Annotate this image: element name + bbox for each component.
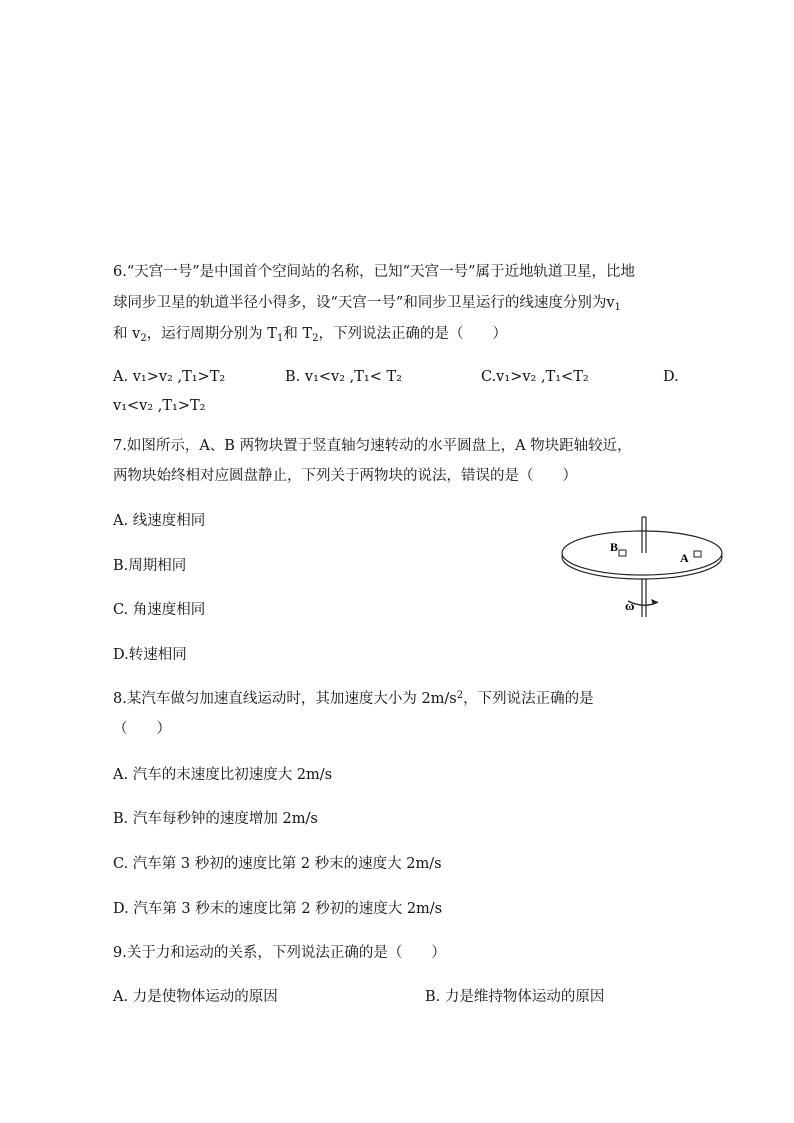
q9-stem-line1: 9.关于力和运动的关系，下列说法正确的是（ ） <box>113 945 446 961</box>
q6-stem-line3 <box>113 324 507 344</box>
q8-option-d: D. 汽车第 3 秒末的速度比第 2 秒初的速度大 2m/s <box>113 901 443 917</box>
q8-stem-line1-a: 8.某汽车做匀加速直线运动时，其加速度大小为 2m/s <box>113 691 457 707</box>
q6-option-a: A. v₁>v₂ ,T₁>T₂ <box>113 369 226 385</box>
q6-stem-line3-a-sub: 2 <box>140 333 147 344</box>
label-a: A <box>680 551 689 565</box>
q8-option-b: B. 汽车每秒钟的速度增加 2m/s <box>113 811 318 827</box>
q9-option-a: A. 力是使物体运动的原因 <box>113 989 278 1005</box>
q6-stem-line3-c: 和 T <box>283 326 313 342</box>
label-omega: ω <box>625 598 635 613</box>
q6-stem-line2-text: 球同步卫星的轨道半径小得多，设“天宫一号”和同步卫星运行的线速度分别为 <box>113 295 607 311</box>
q6-stem-line2 <box>113 293 621 313</box>
q8-stem-line1 <box>113 689 594 709</box>
q8-stem-line1-sup: 2 <box>456 690 464 701</box>
q6-var-v1: v <box>606 295 615 311</box>
q6-option-c: C.v₁>v₂ ,T₁<T₂ <box>481 369 589 385</box>
q6-option-d-text: v₁<v₂ ,T₁>T₂ <box>113 398 206 414</box>
q6-stem-line3-b: ，运行周期分别为 T <box>146 326 277 342</box>
q7-option-a: A. 线速度相同 <box>113 513 206 529</box>
q7-option-d: D.转速相同 <box>113 647 187 663</box>
q8-option-a: A. 汽车的末速度比初速度大 2m/s <box>113 767 333 783</box>
q8-option-c: C. 汽车第 3 秒初的速度比第 2 秒末的速度大 2m/s <box>113 856 442 872</box>
q7-stem-line2: 两物块始终相对应圆盘静止，下列关于两物块的说法，错误的是（ ） <box>113 468 577 484</box>
q6-option-b: B. v₁<v₂ ,T₁< T₂ <box>285 369 402 385</box>
disc-figure <box>558 513 728 623</box>
q8-stem-line2: （ ） <box>113 721 171 737</box>
q6-option-d-label: D. <box>663 369 679 385</box>
q6-stem-line3-d: ，下列说法正确的是（ ） <box>318 326 507 342</box>
q6-var-v1-sub: 1 <box>614 302 621 313</box>
q7-option-c: C. 角速度相同 <box>113 602 206 618</box>
q8-stem-line1-b: ，下列说法正确的是 <box>463 691 594 707</box>
q9-option-b: B. 力是维持物体运动的原因 <box>425 989 605 1005</box>
q6-stem-line1: 6.“天宫一号”是中国首个空间站的名称，已知“天宫一号”属于近地轨道卫星，比地 <box>113 264 635 280</box>
q7-stem-line1: 7.如图所示，A、B 两物块置于竖直轴匀速转动的水平圆盘上，A 物块距轴较近， <box>113 438 632 454</box>
q6-stem-line3-b-sub: 1 <box>276 333 284 344</box>
q6-stem-line3-c-sub: 2 <box>312 333 319 344</box>
q6-stem-line3-a: 和 v <box>113 326 141 342</box>
q7-option-b: B.周期相同 <box>113 558 187 574</box>
block-b <box>619 550 626 556</box>
label-b: B <box>610 540 619 554</box>
block-a <box>694 551 701 557</box>
